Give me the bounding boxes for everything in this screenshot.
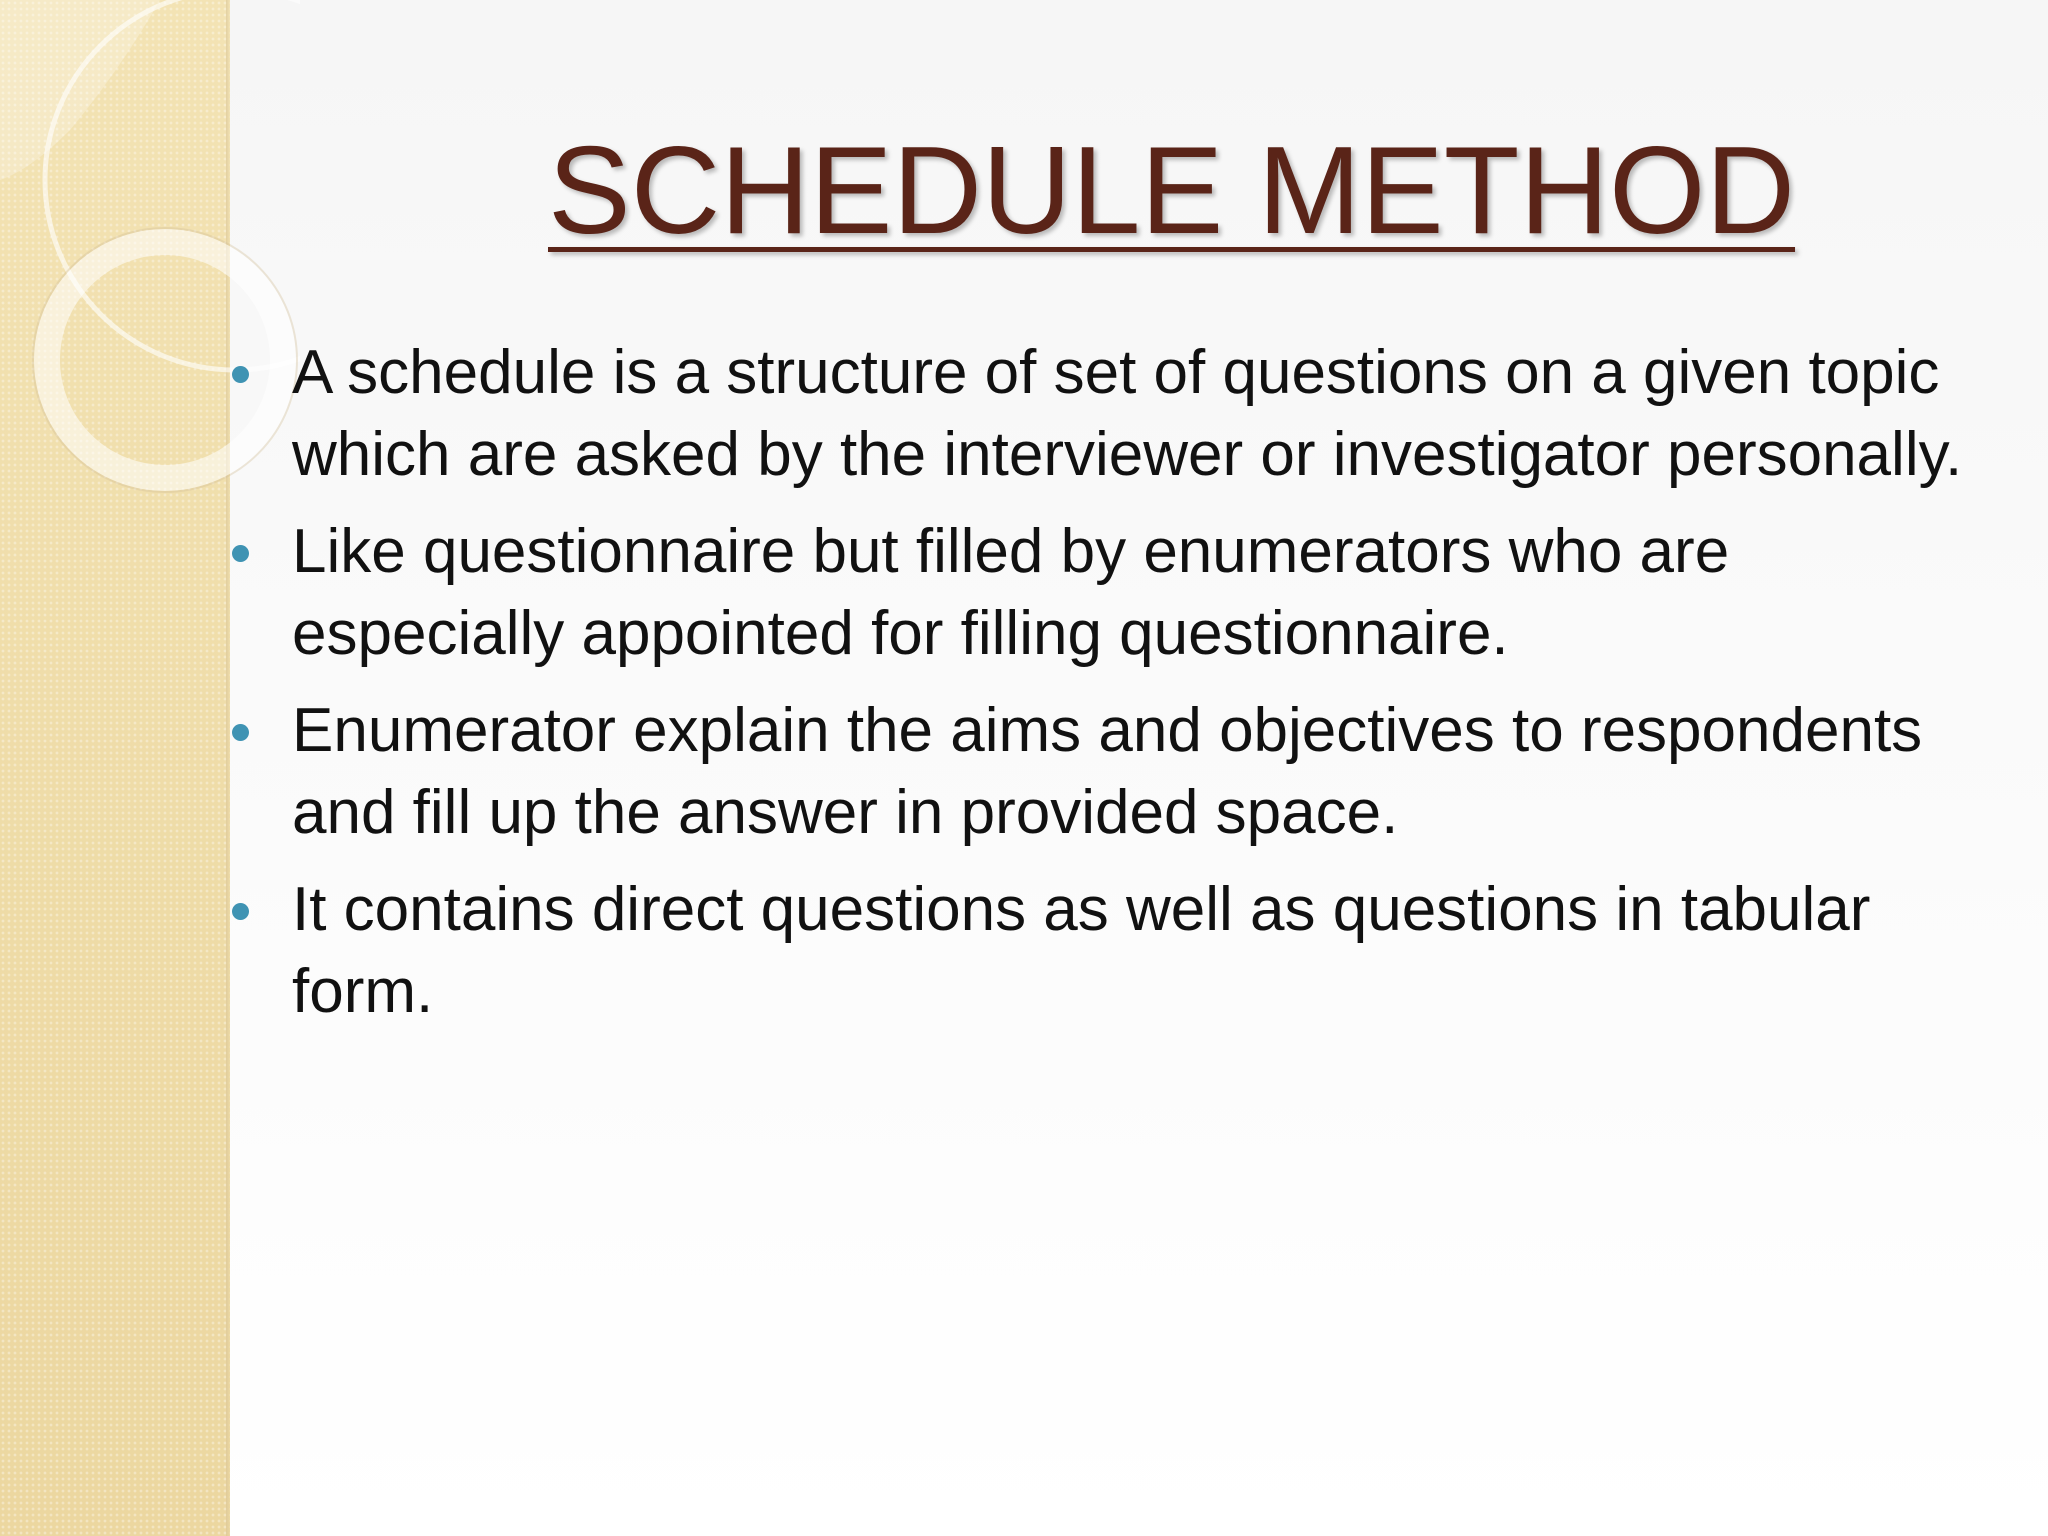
bullet-text: Enumerator explain the aims and objectives to respondents and fill up the answer in provided space. xyxy=(292,696,1923,847)
bullet-dot-icon xyxy=(232,903,249,920)
bullet-item xyxy=(228,869,2018,1033)
bullet-text: It contains direct questions as well as questions in tabular form. xyxy=(292,875,1871,1026)
bullet-dot-icon xyxy=(232,366,249,383)
bullet-text: Like questionnaire but filled by enumerators who are especially appointed for filling questionnaire. xyxy=(292,517,1730,668)
bullet-item xyxy=(228,690,2018,854)
bullet-list xyxy=(228,332,2018,1048)
bullet-text: A schedule is a structure of set of questions on a given topic which are asked by the interviewer or investigator personally. xyxy=(292,338,1963,489)
bullet-dot-icon xyxy=(232,724,249,741)
slide-title: SCHEDULE METHOD xyxy=(548,122,1796,260)
bullet-item xyxy=(228,511,2018,675)
bullet-item xyxy=(228,332,2018,496)
bullet-dot-icon xyxy=(232,545,249,562)
